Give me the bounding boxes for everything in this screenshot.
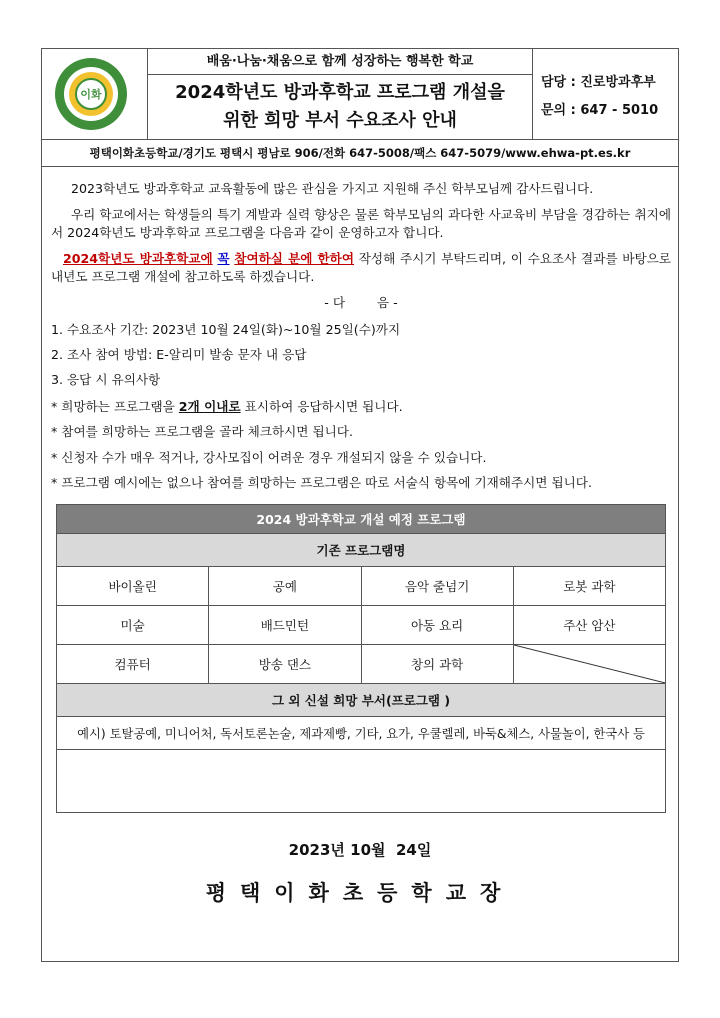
item-notes: 3. 응답 시 유의사항	[51, 372, 161, 387]
program-cell[interactable]: 창의 과학	[361, 645, 513, 684]
program-cell[interactable]: 음악 줄넘기	[361, 567, 513, 606]
program-cell[interactable]: 바이올린	[57, 567, 209, 606]
school-slogan: 배움·나눔·채움으로 함께 성장하는 행복한 학교	[148, 49, 532, 75]
existing-programs-header: 기존 프로그램명	[57, 534, 666, 567]
dareum-heading: - 다 음 -	[324, 295, 398, 310]
request-rest: 작성해 주시기 부탁드리며, 이 수요조사 결과를 바탕으로 내년도 프로그램 개설에 참고하도록 하겠습니다.	[51, 251, 671, 284]
contact-person: 담당 : 진로방과후부	[541, 75, 656, 90]
table-title: 2024 방과후학교 개설 예정 프로그램	[57, 505, 666, 534]
program-cell[interactable]: 공예	[209, 567, 361, 606]
item-period: 1. 수요조사 기간: 2023년 10월 24일(화)~10월 25일(수)까지	[51, 322, 401, 337]
document-frame	[41, 48, 679, 962]
document-title	[148, 75, 532, 139]
table-row	[57, 606, 666, 645]
contact-box	[532, 49, 678, 139]
emphasis-red-1: 2024학년도 방과후학교에	[63, 251, 213, 266]
program-table	[56, 504, 666, 813]
paragraph-thanks: 2023학년도 방과후학교 교육활동에 많은 관심을 가지고 지원해 주신 학부모님께 감사드립니다.	[71, 181, 594, 196]
diagonal-line	[514, 645, 665, 683]
program-cell[interactable]: 방송 댄스	[209, 645, 361, 684]
emphasis-red-2: 참여하실 분에 한하여	[234, 251, 355, 266]
program-cell[interactable]: 로봇 과학	[513, 567, 665, 606]
note-cancel: * 신청자 수가 매우 적거나, 강사모집이 어려운 경우 개설되지 않을 수 있습니다.	[51, 450, 487, 465]
logo-cell	[42, 49, 148, 139]
principal-signature: 평택이화초등학교장	[205, 881, 515, 905]
note-limit-pre: * 희망하는 프로그램을	[51, 399, 179, 414]
document-header	[42, 49, 678, 139]
item-method: 2. 조사 참여 방법: E-알리미 발송 문자 내 응답	[51, 347, 307, 362]
new-programs-example: 예시) 토탈공예, 미니어처, 독서토론논술, 제과제빵, 기타, 요가, 우쿨렐레, 바둑&체스, 사물놀이, 한국사 등	[57, 717, 666, 750]
note-check: * 참여를 희망하는 프로그램을 골라 체크하시면 됩니다.	[51, 424, 353, 439]
title-line-1: 2024학년도 방과후학교 프로그램 개설을	[175, 82, 505, 103]
program-cell[interactable]: 컴퓨터	[57, 645, 209, 684]
note-limit-post: 표시하여 응답하시면 됩니다.	[240, 399, 403, 414]
school-logo	[54, 57, 128, 131]
table-row	[57, 645, 666, 684]
contact-phone: 문의 : 647 - 5010	[541, 103, 659, 118]
program-cell[interactable]: 미술	[57, 606, 209, 645]
note-limit	[51, 398, 671, 416]
school-address: 평택이화초등학교/경기도 평택시 평남로 906/전화 647-5008/팩스 647-5079/www.ehwa-pt.es.kr	[42, 139, 678, 167]
title-line-2: 위한 희망 부서 수요조사 안내	[223, 110, 457, 131]
program-cell[interactable]: 배드민턴	[209, 606, 361, 645]
paragraph-request	[51, 250, 671, 286]
document-date: 2023년 10월 24일	[288, 841, 432, 859]
program-cell[interactable]: 주산 암산	[513, 606, 665, 645]
paragraph-purpose: 우리 학교에서는 학생들의 특기 계발과 실력 향상은 물론 학부모님의 과다한 사교육비 부담을 경감하는 취지에서 2024학년도 방과후학교 프로그램을 다음과 같이 운영하고자 합니다.	[51, 207, 671, 240]
note-other: * 프로그램 예시에는 없으나 참여를 희망하는 프로그램은 따로 서술식 항목에 기재해주시면 됩니다.	[51, 475, 592, 490]
note-limit-bold: 2개 이내로	[178, 399, 241, 414]
program-cell[interactable]: 아동 요리	[361, 606, 513, 645]
table-row	[57, 567, 666, 606]
svg-text:이화: 이화	[80, 88, 102, 101]
emphasis-blue: 꼭	[217, 251, 230, 266]
new-programs-header: 그 외 신설 희망 부서(프로그램 )	[57, 684, 666, 717]
new-programs-input-area[interactable]	[57, 750, 666, 813]
empty-diagonal-cell	[513, 645, 665, 684]
